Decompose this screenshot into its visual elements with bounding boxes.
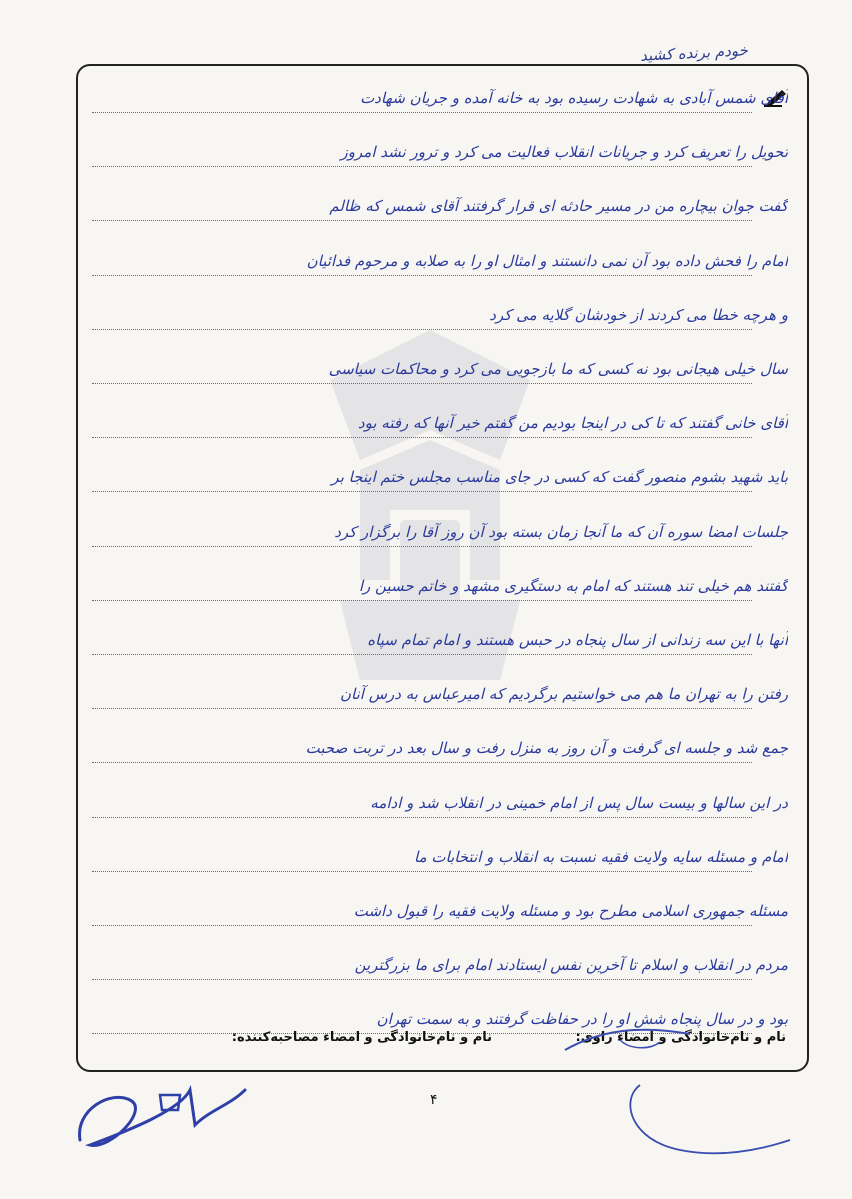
dotted-rule (92, 653, 752, 655)
dotted-rule (92, 382, 752, 384)
handwritten-line: امام را فحش داده بود آن نمی دانستند و امثال او را به صلابه و مرحوم فدائیان (306, 251, 788, 270)
handwritten-line: آنها با این سه زندانی از سال پنجاه در حبس هستند و امام تمام سپاه (367, 631, 788, 649)
dotted-rule (92, 870, 752, 872)
handwritten-line: در این سالها و بیست سال پس از امام خمینی در انقلاب شد و ادامه (370, 793, 788, 812)
dotted-rule (92, 924, 752, 926)
handwritten-line: مردم در انقلاب و اسلام تا آخرین نفس ایستادند امام برای ما بزرگترین (354, 956, 788, 975)
dotted-rule (92, 599, 752, 601)
narrator-signature-label: نام و نام‌خانوادگی و امضاء راوی: (575, 1030, 786, 1045)
handwritten-line: گفت جوان بیچاره من در مسیر حادثه ای قرار گرفتند آقای شمس که ظالم (329, 197, 788, 216)
dotted-rule (92, 761, 752, 763)
handwritten-line: جلسات امضا سوره آن که ما آنجا زمان بسته بود آن روز آقا را برگزار کرد (334, 522, 788, 541)
page-number: ۴ (430, 1092, 438, 1108)
top-handwritten-note: خودم برنده کشید (639, 41, 749, 65)
handwritten-line: و هرچه خطا می کردند از خودشان گلایه می کرد (489, 305, 788, 324)
handwritten-line: بود و در سال پنجاه شش او را در حفاظت گرفتند و به سمت تهران (376, 1010, 788, 1029)
handwritten-line: مسئله جمهوری اسلامی مطرح بود و مسئله ولایت فقیه را قبول داشت (353, 902, 788, 920)
handwritten-line: امام و مسئله سایه ولایت فقیه نسبت به انقلاب و انتخابات ما (414, 847, 788, 866)
handwritten-line: آقای شمس آبادی به شهادت رسیده بود به خانه آمده و جریان شهادت (360, 89, 788, 107)
handwritten-line: جمع شد و جلسه ای گرفت و آن روز به منزل رفت و سال بعد در تربت صحبت (305, 739, 788, 758)
dotted-rule (92, 111, 752, 113)
narrator-signature (70, 1070, 260, 1160)
dotted-rule (92, 165, 752, 167)
handwritten-line: تحویل را تعریف کرد و جریانات انقلاب فعالیت می کرد و ترور نشد امروز (340, 143, 788, 162)
handwritten-line: باید شهید بشوم منصور گفت که کسی در جای مناسب مجلس ختم اینجا بر (331, 468, 788, 487)
dotted-rule (92, 219, 752, 221)
dotted-rule (92, 490, 752, 492)
dotted-rule (92, 707, 752, 709)
dotted-rule (92, 978, 752, 980)
handwritten-line: سال خیلی هیجانی بود نه کسی که ما بازجویی می کرد و محاکمات سیاسی (328, 360, 788, 378)
interviewer-signature (560, 1020, 700, 1060)
dotted-rule (92, 274, 752, 276)
interviewer-pen-stroke (600, 1080, 800, 1170)
interviewer-signature-label: نام و نام‌خانوادگی و امضاء مصاحبه‌کننده: (231, 1030, 492, 1045)
dotted-rule (92, 328, 752, 330)
dotted-rule (92, 436, 752, 438)
handwritten-line: گفتند هم خیلی تند هستند که امام به دستگیری مشهد و خاتم حسین را (358, 576, 788, 595)
dotted-rule (92, 545, 752, 547)
handwritten-line: آقای خانی گفتند که تا کی در اینجا بودیم من گفتم خیر آنها که رفته بود (357, 414, 788, 433)
dotted-rule (92, 816, 752, 818)
handwritten-line: رفتن را به تهران ما هم می خواستیم برگردیم که امیرعباس به درس آنان (340, 685, 788, 704)
